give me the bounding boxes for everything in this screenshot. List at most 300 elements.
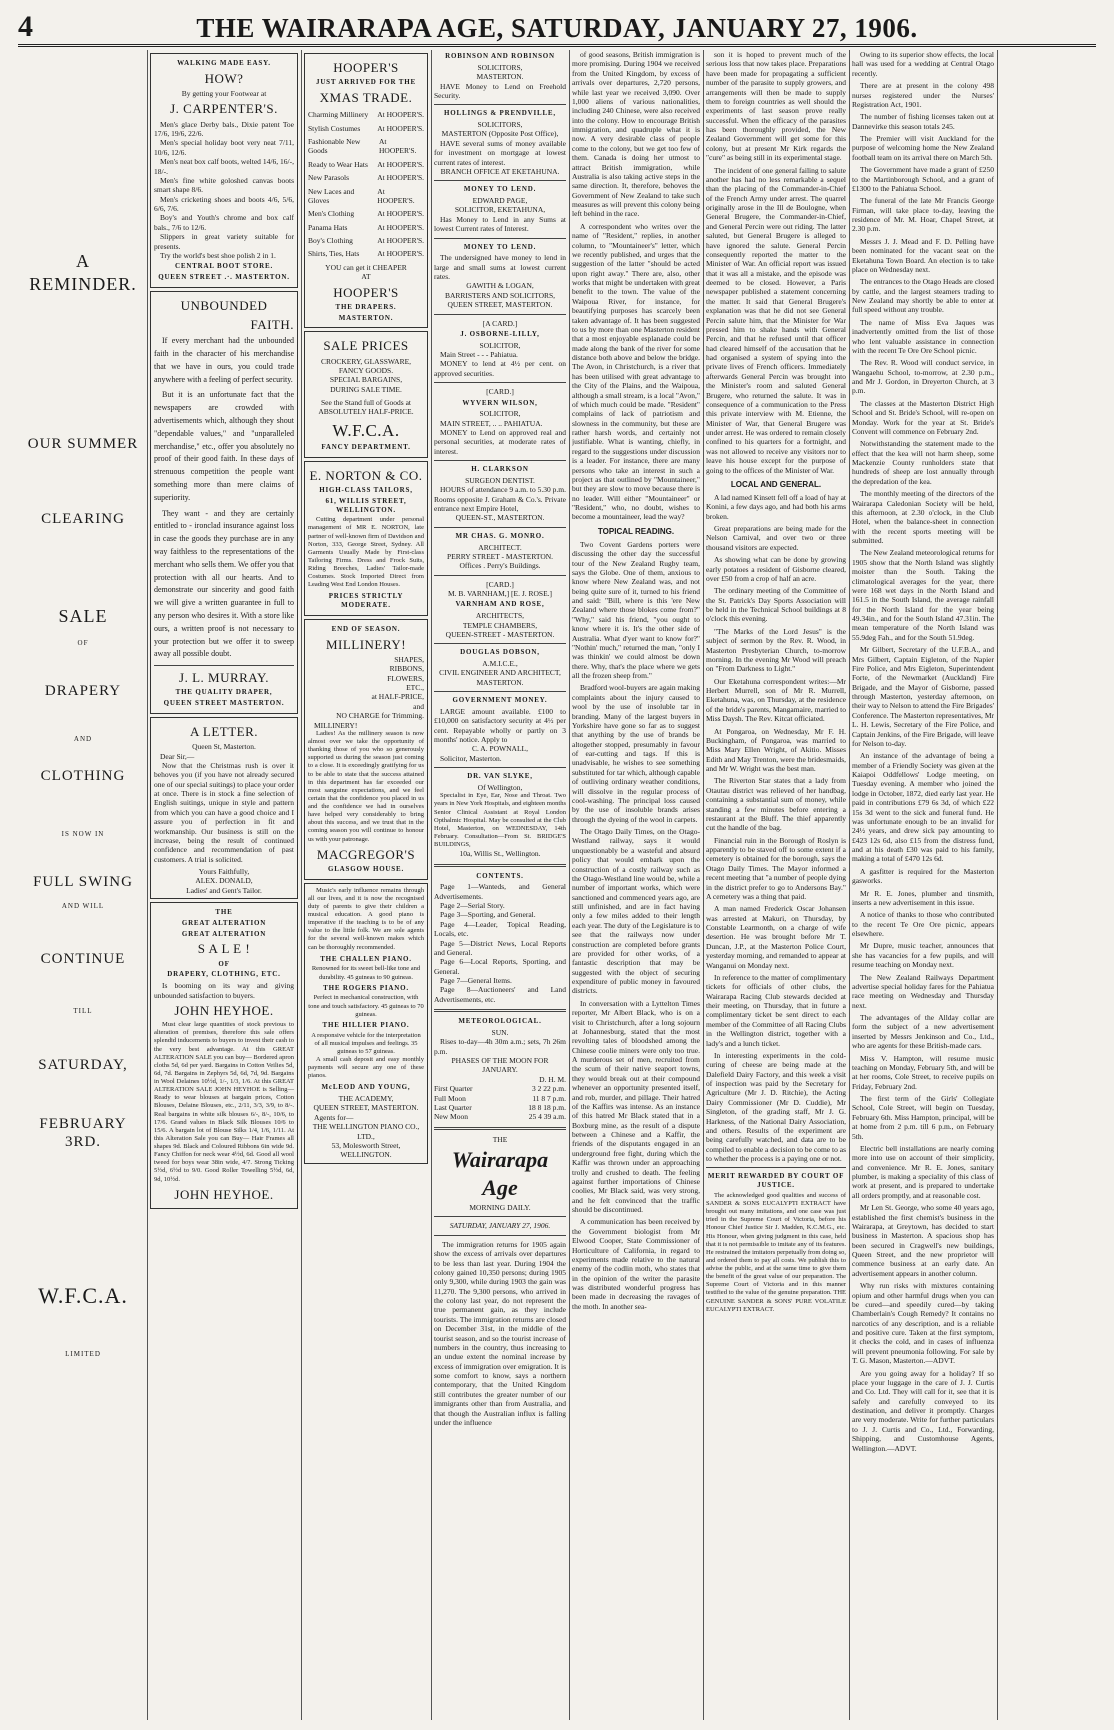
card-text: EDWARD PAGE, [472, 196, 528, 205]
hooper-at: At HOOPER'S. [377, 123, 424, 133]
news-item: Mr Dupre, music teacher, announces that she has vacancies for a few pupils, and will resume teaching on Monday next. [852, 941, 994, 970]
ad-name: MACGREGOR'S [316, 846, 416, 862]
met-text: PHASES OF THE MOON FOR JANUARY. [451, 1056, 549, 1075]
ad-text: END OF SEASON. [331, 624, 401, 633]
article-paragraph: A correspondent who writes over the name of "Resident," replies, in another column, to "Mountaineer's" letter, which we recently published, and urges that the suggestion of the latter "should be acted upon right away." There are, also, other works that might be undertaken with great benefit to the town. The value of the Waipoua River, for instance, for beautifying purposes has scarcely been taken advantage of. It has been suggested to us by more than one Masterton resident that a most enjoyable esplanade could be made along the bank of the river for some distance both above and below the bridge. The Avon, in Christchurch, is a river that has been utilised with great advantage to the City of the Plains, and the Waipoua, although a small stream, is a local "Avon," of which much could be made. "Resident" complains of lack of patriotism and slowness in the community, but these are rather harsh words, and certainly not justifiable. What is wanting, chiefly, in regard to the suggestions under discussion is a leader. For instance, there are many persons who take an interest in such a project as that outlined by "Mountaineer," but they are slow to move because there is no leader. Will either "Mountaineer" or "Resident," who, no doubt, wishes to become a mountaineer, lead the way? [572, 221, 700, 522]
ad-line: Men's neat box calf boots, welted 14/6, 16/-, 18/-. [154, 157, 294, 176]
card-text: GAWITH & LOGAN, [466, 281, 534, 291]
page-number: 4 [18, 10, 33, 43]
article-paragraph: A communication has been received by the Government biologist from Mr Elwood Cooper, State Commissioner of Horticulture of California, in regard to experiments made relative to the natural enemy of the codlin moth, who states that in the opinion of the writer the parasite was distributed wonderful progress has been made in decreasing the ravages of the moth. In another sea- [572, 1217, 700, 1311]
masthead [18, 6, 1096, 47]
news-item: Electric bell installations are nearly coming more into use on account of their simplicity, and convenience. Mr R. E. Jones, sanitary plumber, is making a speciality of this class of work at present, and is prepared to undertake all orders promptly, and at reasonable cost. [852, 1143, 994, 1200]
card-text: ARCHITECTS, [475, 611, 525, 621]
article-paragraph: The incident of one general failing to salute another has had no less remarkable a sequel than the placing of the Commander-in-Chief of the French Army under arrest. The quarrel originally arose in the Ill de Boulogne, when General Brugere, the Commander-in-Chief, and General Percin were out riding. The latter saluted, but General Brugere is alleged to have ignored the salute. General Percin consequently reported the matter to the Minister of War. An official report was issued that it was all a mistake, and the episode was deemed to be closed. However, a Paris newspaper published a statement concerning the matter. It said that General Brugere's explanation was that he did not see General Percin salute him, that the Minister for War pressed him to shake hands with General Percin, and that he refused until that officer had cleared himself of the accusation that he had organised a system of spying into the private lives of French officers. Immediately afterwards General Percin was brought into the Minister's room and saluted General Brugere, who returned the salute. It was in consequence of a communication to the Press this private interview with M. Etienne, the Minister of War, that General Brugere was under arrest. He was ordered to remain closely confined to his quarters for a fortnight, and was not allowed to receive any visitors nor to leave his house except for the purpose of going to the offices of the Minister of War. [706, 165, 846, 475]
hooper-row [308, 187, 424, 206]
masthead-title: THE WAIRARAPA AGE, SATURDAY, JANUARY 27, 1906. [196, 13, 918, 43]
card-text: MAIN STREET, .. .. PAHIATUA. [440, 418, 543, 428]
ad-line: Men's glace Derby bals., Dixie patent Toe 17/6, 19/6, 22/6. [154, 119, 294, 138]
norton-ad [304, 461, 428, 616]
hooper-at: At HOOPER'S. [377, 173, 424, 183]
ad-heading: E. NORTON & CO. [309, 467, 423, 483]
hooper-row [308, 124, 424, 133]
ad-text: Renowned for its sweet bell-like tone and durability. 45 guineas to 90 guineas. [311, 965, 421, 981]
carpenter-ad [150, 53, 298, 288]
ad-line: Men's fine white goloshed canvas boots smart shape 8/6. [154, 175, 294, 195]
card-text: Offices . Perry's Buildings. [459, 561, 541, 571]
column-4 [434, 50, 566, 1720]
heyhoe-ad [150, 902, 298, 1209]
card-text: 10a, Willis St., Wellington. [459, 849, 541, 859]
card-heading: MONEY TO LEND. [463, 242, 537, 251]
moon-phase-row [434, 1112, 566, 1121]
ad-text: PRICES STRICTLY MODERATE. [328, 592, 404, 610]
ad-item: and [413, 701, 424, 711]
reminder-word: FEBRUARY 3RD. [39, 1115, 127, 1151]
hooper-item: Boy's Clothing [308, 236, 353, 245]
ad-paragraph: Cutting department under personal management of MR E. NORTON, late partner of well-known firm of Davidson and Norton, 333, George Street, Sydney. All Garments Usually Made by First-class Tailoring Firms. Dress and Frock Suits, Riding Breeches, Ladies' Tailor-made Costumes. Stock Imported Direct from Leading West End London Houses. [308, 516, 424, 589]
moon-phase-row [434, 1103, 566, 1112]
card-text: BARRISTERS AND SOLICITORS, [444, 290, 556, 300]
ad-item: ETC., [406, 683, 424, 692]
hooper-item: Ready to Wear Hats [308, 159, 368, 169]
card-text: Main Street - - - Pahiatua. [440, 350, 518, 359]
card-heading: DR. VAN SLYKE, [467, 772, 533, 781]
reminder-word: SATURDAY, [38, 1056, 128, 1073]
ad-line: Try the world's best shoe polish 2 in 1. [160, 250, 276, 260]
ad-name: McLEOD AND YOUNG, [321, 1083, 411, 1092]
card-text: HAVE Money to Lend on Freehold Security. [434, 81, 566, 100]
card-text: MASTERTON. [476, 72, 524, 82]
hooper-list [308, 110, 424, 259]
article-paragraph: The immigration returns for 1905 again show the excess of arrivals over departures to be less than last year. During 1904 the colony gained 10,350 persons; during 1905 only 9,300, while during 1903 the gain was 11,270. The 9,300 persons, who arrived in the colony last year, do not represent the true permanent gain, as they include tourists. The immigration returns are closed on December 31st, in the middle of the tourist season, and so the tourist increase of numbers in the country, thus increasing to an undue extent the nominal increase by excess of immigration over emigration. It is some comfort to know, says a northern contemporary, that the United Kingdom still contributes the greater number of our immigrants other than from Australia, and that though the Australian influx is falling under the influence [434, 1239, 566, 1427]
ad-heading: FAITH. [250, 317, 294, 332]
hooper-item: Stylish Costumes [308, 123, 361, 133]
ad-text: DURING SALE TIME. [330, 384, 402, 394]
ad-text: ABSOLUTELY HALF-PRICE. [318, 407, 414, 417]
ad-store: CENTRAL BOOT STORE. [175, 262, 273, 271]
column-6 [706, 50, 846, 1720]
card-heading: WYVERN WILSON, [462, 398, 538, 407]
card-text: QUEEN STREET, MASTERTON. [447, 300, 553, 310]
section-heading: LOCAL AND GENERAL. [730, 479, 822, 489]
column-reminder [22, 50, 144, 1720]
moon-phase-name: First Quarter [434, 1084, 473, 1094]
card-text: SURGEON DENTIST. [465, 475, 535, 485]
ad-paragraph: Must clear large quantities of stock previous to alteration of premises, therefore this sale offers splendid inducements to buyers to invest their cash to the very best advantage. At this GREAT ALTERATION SALE you can buy— Bordered apron cloths 5d, 6d per yard. Bargains in Cotton Veilies 5d, 6d, 7d. Bargains in Zephyrs 5d, 6d, 7d, 9d. Bargains in Wool Delaines 10½d, 1/-, 1/3, 1/6. At this GREAT ALTERATION SALE JOHN HEYHOE is Selling— Ready to wear blouses at bargain prices, Cotton Blouses, Delaine Blouses, etc., 2/11, 3/3, 3/9, to 8/-. Real bargains in white silk blouses 6/-, 8/-, 10/6, to 17/6. Grand values in Black Silk Blouses 10/6 to 15/6. A bargain lot of Blouse Silks 1/4, 1/6, 1/11. At this Alteration Sale you can Buy— Hair Frames all shapes 9d. Black and Coloured Ribbons 6in wide 9d. Fancy Chiffon for neck wear 4½d, 6d. Good all wool tweed for boys wear 38in wide, 4/7. Strong Ticking 5½d, 6½d to 9/0. Good Roller Towelling 5½d, 6d, 9d, 10½d. [154, 1021, 294, 1183]
hooper-item: New Laces and Gloves [308, 186, 355, 205]
dobson-card [434, 648, 566, 687]
news-item: The New Zealand meteorological returns for 1905 show that the North Island was slightly moister than the South. Taking the climatological averages for the year, there were 168 wet days in the North Island and 161.5 in the South Island, the average rainfall for the North Island for the year being 49.34in., and for the South Island 47.31in. The mean temperature of the North Island was 55.9deg Fah., and for the South 51.9deg. [852, 548, 994, 642]
ad-text: THE ACADEMY, [338, 1094, 394, 1103]
card-text: SOLICITORS, [477, 120, 523, 129]
ad-line: Boy's and Youth's chrome and box calf bals., 7/6 to 12/6. [154, 213, 294, 232]
hooper-at: At HOOPER'S. [378, 137, 417, 156]
met-text: D. H. M. [539, 1074, 566, 1084]
moon-phase-time: 11 8 7 p.m. [532, 1093, 566, 1103]
hooper-row [308, 223, 424, 232]
news-item: Miss V. Hampton, will resume music teaching on Monday, February 5th, and will be at her rooms, Cole Street, to receive pupils on Friday, February 2nd. [852, 1053, 994, 1091]
news-item: The New Zealand Railways Department advertise special holiday fares for the Pahiatua race meeting on Wednesday and Thursday next. [852, 972, 994, 1010]
news-item: As showing what can be done by growing early potatoes a resident of Gisborne cleared, over £50 from a crop of half an acre. [706, 555, 846, 583]
wfca-sale-ad [304, 331, 428, 458]
hooper-ad [304, 53, 428, 328]
ad-address: 61, WILLIS STREET, WELLINGTON. [325, 496, 407, 514]
news-items-list [852, 50, 994, 1453]
article-paragraph: Two Covent Gardens porters were discussing the other day the successful tour of the New Zealand Rugby team, says the Globe. One of them, anxious to know where New Zealand was, and not being quite sure of it, turned to his friend and said: "Bill, where is this 'ere New Zealand where those blokes come from?" "Why," said his friend, "you ought to know where it is. It's the other side of Australia. What d'yer want to know for?" "Nothin' much," returned the man, "only I was thinkin' we could almost be down there. Why, that's the place where we gets all the frozen sheep from." [572, 539, 700, 680]
news-item: Our Eketahuna correspondent writes:—Mr Herbert Murrell, son of Mr R. Murrell, Eketahuna, was, on Thursday, at the residence of the bride's parents, Mangamaire, married to Miss Daysh. The Rev. Kitcat officiated. [706, 676, 846, 724]
moon-phase-list [434, 1084, 566, 1122]
hooper-at: At HOOPER'S. [377, 110, 424, 120]
robinson-card [434, 52, 566, 100]
reminder-word: TILL [73, 1007, 93, 1015]
paper-nameplate: Wairarapa Age [451, 1147, 549, 1200]
card-heading: VARNHAM AND ROSE, [455, 600, 545, 609]
contents-item: Page 5—District News, Local Reports and General. [434, 938, 566, 957]
news-item: Financial ruin in the Borough of Roslyn is apparently to be staved off to some extent if a cemetery is obtained for the borough, says the Otago Daily Times. The Mayor informed a recent meeting that "a number of people dying in the district prefer to go to Andersons Bay." A cemetery was a thing that paid. [706, 835, 846, 901]
ad-heading: A LETTER. [189, 723, 259, 739]
card-text: MASTERTON (Opposite Post Office), [441, 129, 559, 139]
murray-ad [150, 291, 298, 714]
ad-heading: MILLINERY! [325, 636, 407, 652]
gawith-card [434, 243, 566, 310]
hooper-row [308, 236, 424, 245]
ad-heading: WALKING MADE EASY. [177, 59, 271, 67]
ad-paragraph: Ladies! As the millinery season is now almost over we take the opportunity of thanking those of you who so generously supported us during the season just coming to a close. It is exceedingly gratifying for us to be able to state that the success attained in this department has far exceeded our most sanguine expectations, and we feel certain that the confidence you placed in us and the confidence we had in ourselves have helped very considerably to bring about this success, and we trust that in the coming season you will continue to honour us with your patronage. [308, 729, 424, 843]
ad-heading: UNBOUNDED [180, 297, 268, 313]
ad-text: CROCKERY, GLASSWARE, FANCY GOODS. [320, 356, 412, 375]
card-text: PERRY STREET - MASTERTON. [446, 551, 554, 561]
card-text: SOLICITOR, [479, 340, 521, 350]
card-text: M. B. VARNHAM,] [E. J. ROSE.] [447, 589, 553, 598]
monro-card [434, 532, 566, 571]
article-paragraph: The Otago Daily Times, on the Otago-Westland railway, says it would unquestionably be a wasteful and absurd policy that would embark upon the construction of a costly railway such as the Otago-Westland line would be, while a number of important works, which were sanctioned and commenced years ago, are still unfinished, and are in fact having only a few miles added to their length each year. The duty of the Legislature is to see that the railways now under construction are completed before grants are provided for other works, of a fantastic description that may be suggested with the object of securing expenditure of public money in favoured districts. [572, 827, 700, 996]
ad-text: MILLINERY! [314, 720, 358, 730]
hooper-row [308, 137, 424, 156]
moon-phase-row [434, 1084, 566, 1093]
ad-item: THE ROGERS PIANO. [323, 983, 409, 992]
hooper-row [308, 110, 424, 119]
section-heading: METEOROLOGICAL. [458, 1017, 542, 1026]
section-heading: CONTENTS. [476, 871, 524, 880]
ad-heading: S A L E ! [197, 941, 251, 957]
news-item: At Pongaroa, on Wednesday, Mr F. H. Buckingham, of Pongaroa, was married to Miss Mary Ellen Wright, of Akitio. Misses Edith and May Trenton, were the bridesmaids, and Mr W. Wright was the best man. [706, 726, 846, 773]
ad-paragraph: Is booming on its way and giving unbounded satisfaction to buyers. [154, 981, 294, 1000]
ad-text: THE WELLINGTON PIANO CO., LTD., [312, 1122, 420, 1141]
news-item: Notwithstanding the statement made to the effect that the kea will not harm sheep, some Mackenzie County runholders state that hundreds of sheep are lost annually through the depredation of the kea. [852, 439, 994, 486]
hollings-card [434, 109, 566, 176]
card-text: A.M.I.C.E., [482, 659, 518, 668]
ad-item: THE CHALLEN PIANO. [320, 954, 412, 963]
news-item: The name of Miss Eva Jaques was inadvertently omitted from the list of those who lent valuable assistance in connection with the recent Te Ore Ore School picnic. [852, 317, 994, 355]
moon-phase-time: 18 8 18 p.m. [528, 1102, 566, 1112]
card-text: MASTERTON. [476, 677, 524, 687]
card-text: QUEEN-ST., MASTERTON. [455, 513, 545, 523]
section-heading: TOPICAL READING. [597, 526, 675, 536]
contents-item: Page 2—Serial Story. [440, 901, 505, 910]
ad-text: Yours Faithfully, [198, 867, 250, 877]
reminder-word: IS NOW IN [61, 830, 105, 838]
card-heading: GOVERNMENT MONEY. [452, 696, 548, 705]
article-paragraph: of good seasons, British immigration is more promising. During 1904 we received from the United Kingdom, by excess of arrivals over departures, 2,720 persons, while last year we received 3,090. Over 1,000 aliens of various nationalities, including 240 Chinese, were also received into the colony. How to encourage British immigration, and quadruple what it is now. A very desirable class of people come to the colony, but we get too few of them. Canada is doing her utmost to attract British immigration, while Australia is also taking active steps in the same direction. It, therefore, behoves the Government of New Zealand to take such measures as will prevent this colony being left behind in the race. [572, 50, 700, 219]
card-text: MONEY to lend at 4½ per cent. on approved securities. [434, 359, 566, 378]
hooper-item: Fashionable New Goods [308, 137, 361, 156]
card-heading: HOLLINGS & PRENDVILLE, [444, 109, 556, 118]
ad-text: DRAPERY, CLOTHING, ETC. [167, 970, 281, 979]
contents-item: Page 7—General Items. [440, 976, 512, 985]
card-text: [A CARD.] [482, 318, 518, 328]
met-text: SUN. [491, 1027, 509, 1037]
card-text: Solicitor, Masterton. [440, 753, 502, 763]
reminder-word: CLOTHING [40, 768, 126, 785]
local-news-list [706, 493, 846, 1164]
hooper-at: At HOOPER'S. [377, 236, 424, 245]
ad-paragraph: But it is an unfortunate fact that the newspapers are crowded with advertisements which, although they shout "dependable values," and "unparalleled merchandise," etc., offer you absolutely no proof of their good faith. In these days of strenuous competition the people want something more than mere claims of superiority. [154, 390, 294, 502]
ad-address: 53, Molesworth Street, [331, 1140, 401, 1150]
card-heading: H. CLARKSON [471, 465, 529, 474]
ad-paragraph: If every merchant had the unbounded faith in the character of his merchandise that we have in ours, you could trade anywhere with a feeling of perfect security. [154, 336, 294, 384]
ad-text: THE [215, 908, 233, 917]
moon-phase-time: 25 4 39 a.m. [528, 1112, 566, 1122]
page-card [434, 185, 566, 233]
govt-money-card [434, 696, 566, 763]
reminder-word: AND WILL [61, 901, 105, 910]
article-paragraph: son it is hoped to prevent much of the serious loss that now takes place. Preparations have been made for propagating a sufficient number of the parasite to supply growers, and arrangements will then be made to supply them to foreign countries as well should the experiments of last season prove really successful. When the efficacy of the parasites has been thoroughly provided, the New Zealand Government will get some for this colony, but at present Mr Kirk regards the "cure" as being still in its experimental stage. [706, 50, 846, 163]
card-text: MONEY to Lend on approved real and personal securities, at moderate rates of interest. [434, 428, 566, 456]
ad-name: J. CARPENTER'S. [170, 101, 278, 117]
card-text: CIVIL ENGINEER AND ARCHITECT, [439, 668, 561, 678]
card-text: [CARD.] [486, 579, 514, 589]
contents-item: Page 4—Leader, Topical Reading, Locals, etc. [434, 919, 566, 939]
reminder-word: W.F.C.A. [38, 1283, 128, 1308]
hooper-at: At HOOPER'S. [377, 186, 415, 205]
reminder-word: REMINDER. [29, 273, 137, 294]
column-2 [150, 50, 298, 1720]
ad-text: Queen St, Masterton. [192, 742, 256, 752]
ad-text: HIGH-CLASS TAILORS, [319, 486, 413, 494]
news-item: "The Marks of the Lord Jesus" is the subject of sermon by the Rev. R. Wood, in Masterton Presbyterian Church, to-morrow morning. In the evening Mr Wood will preach on "From Darkness to Light." [706, 626, 846, 674]
leader-text: THE [492, 1134, 508, 1144]
card-text: HOURS of attendance 9 a.m. to 5.30 p.m. Rooms opposite J. Graham & Co.'s. Private entrance next Empire Hotel, [434, 485, 566, 513]
reminder-word: LIMITED [65, 1349, 101, 1358]
reminder-word: A [76, 251, 90, 271]
contents-item: Page 8—Auctioneers' and Land Advertisements, etc. [434, 985, 566, 1004]
ad-text: Agents for— [314, 1112, 354, 1122]
ad-text: YOU can get it CHEAPER [325, 262, 407, 272]
hooper-item: Men's Clothing [308, 209, 355, 219]
reminder-word: SALE [58, 605, 108, 626]
reminder-word: AND [73, 734, 93, 743]
moon-phase-row [434, 1094, 566, 1103]
ad-item: NO CHARGE for Trimming. [336, 711, 424, 721]
page-margin [1000, 50, 1100, 1720]
hooper-row [308, 160, 424, 169]
moon-phase-name: New Moon [434, 1112, 468, 1122]
contents-item: Page 1—Wanteds, and General Advertisements. [434, 882, 566, 901]
ad-address: QUEEN STREET .·. MASTERTON. [158, 273, 290, 281]
ad-paragraph: Music's early influence remains through all our lives, and it is now the recognised duty of parents to give their children a musical education. A good piano is imperative if the teaching is to be of any value to the little folk. We are sole agents for the several well-known makes which can be thoroughly recommended. [308, 886, 424, 951]
news-item: A notice of thanks to those who contributed to the recent Te Ore Ore picnic, appears elsewhere. [852, 910, 994, 938]
card-heading: MR CHAS. G. MONRO. [455, 531, 545, 540]
article-paragraph: Bradford wool-buyers are again making complaints about the injury caused to wool by the use of insoluble tar in branding. Many of the largest buyers in Yorkshire have gone so far as to suggest that anything by the use of brands be altogether stopped, presumably in favour of ear-cutting and tags. If this is unadvisable, he wishes to see something substituted for tar which, although capable of outliving ordinary weather conditions, will dissolve in the regular process of cool-washing. The principal loss caused by the use of insoluble brands arises through the dyeing of the wool in carpets. [572, 683, 700, 824]
ad-address: GLASGOW HOUSE. [327, 864, 405, 873]
lilly-card [434, 319, 566, 379]
article-paragraph: In conversation with a Lyttelton Times reporter, Mr Albert Black, who is on a visit to Christchurch, after a long sojourn at Johannesburg, stated that the most revolting tales of bloodshed among the Chinese coolie miners were only too true. A murderous set of men, recruited from the scum of their native seaport towns, they would break out at their compound whenever an opportunity presented itself, and rob, murder, and pillage. Their hatred of the Kaffirs was intense. As an instance of this hatred Mr Black stated that in a Boxburg mine, as the result of a dispute between a Chinese and a Kaffir, the friends of the disputants engaged in an underground free fight, during which the Kaffir was thrown under an approaching trolly and crushed to death. The feeling against further importations of Chinese coolies, Mr Black said, was very strong, and he felt convinced that the traffic should be discontinued. [572, 998, 700, 1214]
news-item: The advantages of the Allday collar are form the subject of a new advertisement inserted by Messrs Jenkinson and Co., Ltd., who are agents for these British-made cars. [852, 1013, 994, 1051]
ad-heading: GREAT ALTERATION [181, 918, 267, 927]
card-text: SOLICITOR, [479, 409, 521, 419]
reminder-word: DRAPERY [44, 682, 122, 699]
card-heading: MONEY TO LEND. [463, 185, 537, 194]
card-text: BRANCH OFFICE AT EKETAHUNA. [440, 166, 560, 176]
news-item: A man named Frederick Oscar Johansen was arrested at Makuri, on Thursday, by Constable Learmonth, on a charge of wife desertion. He was brought before Mr T. Duncan, J.P., at the Masterton Police Court, yesterday morning, and remanded to appear at Wanganui on Monday next. [706, 904, 846, 970]
vanslyke-card [434, 772, 566, 858]
article-paragraph: The acknowledged good qualities and success of SANDER & SONS EUCALYPTI EXTRACT have brought out many imitations, and one case was just tried in the Supreme Court of Victoria, before his Honour Chief Justice Sir J. Madden, K.C.M.G., etc. His Honour, when giving judgment in this case, held that it is not permissible to imitate any of its features. He restrained the imitators perpetually from doing so, and ordered them to pay all costs. We publish this to advise the public, and at the same time to give them the benefit of the great value of our preparation. The Supreme Court of Victoria and in this manner testified to the value of the genuine preparation. THE GENUINE SANDER & SONS' PURE VOLATILE EUCALYPTI EXTRACT. [706, 1191, 846, 1313]
ad-text: Dear Sir,— [160, 751, 195, 761]
news-item: Owing to its superior show effects, the local hall was used for a wedding at Central Otago recently. [852, 50, 994, 78]
moon-phase-name: Full Moon [434, 1093, 466, 1103]
ad-address: WELLINGTON. [340, 1150, 392, 1160]
reminder-word: FULL SWING [33, 873, 133, 890]
card-text: Specialist in Eye, Ear, Nose and Throat. Two years in New York Hospitals, and eighteen months Senior Clinical Assistant at Royal London Opthalmic Hospital. May be consulted at the Club Hotel, Masterton, on WEDNESDAY, 14th February. Consultation—From St. BRIDGE'S BUILDINGS, [434, 792, 566, 848]
macgregor-ad [304, 619, 428, 880]
hooper-row [308, 249, 424, 258]
ad-heading: GREAT ALTERATION [181, 929, 267, 938]
ad-item: RIBBONS, [389, 664, 424, 674]
news-item: The number of fishing licenses taken out at Dannevirke this season totals 245. [852, 112, 994, 131]
card-text: The undersigned have money to lend in large and small sums at lowest current rates. [434, 253, 566, 281]
news-item: An instance of the advantage of being a member of a Friendly Society was given at the Kaiapoi Oddfellows' Lodge meeting, on Tuesday evening. A member who joined the lodge in October, 1872, died early last year. He paid in contributions £79 6s 3d, of which £22 15s 3d went to the sick and funeral fund. He was unfortunate enough to be an invalid for 24½ years, and drew sick pay amounting to £423 12s 6d, also £15 from the distress fund, and at his death £30 was paid to his family, making a total of £470 12s 6d. [852, 751, 994, 864]
news-item: Mr Gilbert, Secretary of the U.F.B.A., and Mrs Gilbert, Captain Eigleton, of the Napier Fire Police, and Mrs Eigleton, Superintendent Forte, of the Newmarket (Auckland) Fire Brigade, and the Mayor of Gisborne, passed through Masterton, yesterday afternoon, on their way to Nelson to attend the Fire Brigades' Conference. The Masterton representatives, Mr L. H. Lewis, Secretary of the Fire Police, and Captain Jenkins, of the Fire Brigade, will leave for Nelson to-day. [852, 645, 994, 748]
news-item: The entrances to the Otago Heads are closed by cattle, and the largest steamers trading to New Zealand may shortly be able to enter at full speed without any trouble. [852, 277, 994, 315]
card-text: ARCHITECT. [478, 542, 522, 552]
ad-heading: HOW? [204, 70, 244, 86]
wilson-card [434, 387, 566, 456]
column-3 [304, 50, 428, 1720]
ad-name: HOOPER'S [333, 284, 399, 300]
leader [434, 1135, 566, 1428]
ad-tag: THE DRAPERS. [335, 302, 397, 311]
card-text: SOLICITOR, EKETAHUNA, [454, 205, 546, 215]
ad-paragraph: Now that the Christmas rush is over it behoves you (if you have not already secured one of our special suitings) to place your order at once. There is in stock a fine selection of English suitings, unique in style and pattern from which you can have a good choice and I assure you of perfection in fit and workmanship. Our business is still on the increase, being the result of continued confidence and recommendation of past customers. A trial is solicited. [154, 760, 294, 864]
ad-line: Men's cricketing shoes and boots 4/6, 5/6, 6/6, 7/6. [154, 194, 294, 213]
reminder-word: OUR SUMMER [27, 436, 139, 452]
ad-item: THE HILLIER PIANO. [322, 1020, 410, 1029]
ad-address: QUEEN STREET MASTERTON. [163, 699, 285, 708]
ad-line: Men's special holiday boot very neat 7/11, 10/6, 12/6. [154, 138, 294, 157]
hooper-at: At HOOPER'S. [377, 249, 424, 259]
news-item: The funeral of the late Mr Francis George Firman, will take place to-day, leaving the residence of Mr. M. Hoar, Chapel Street, at 2.30 p.m. [852, 196, 994, 234]
ad-name: JOHN HEYHOE. [174, 1002, 274, 1018]
ad-name: W.F.C.A. [332, 420, 400, 440]
news-item: The Premier will visit Auckland for the purpose of welcoming home the New Zealand football team on its arrival there on March 5th. [852, 134, 994, 162]
news-item: Are you going away for a holiday? If so place your luggage in the care of J. J. Curtis and Co. Ltd. They will call for it, see that it is safely and carefully conveyed to its destination, and deliver it promptly. Charges are very moderate. Write for further particulars to J. J. Curtis and Co., Ltd., Forwarding, Shipping, and Customhouse Agents, Wellington.—ADVT. [852, 1368, 994, 1453]
meteorological-box [434, 1017, 566, 1122]
piano-ad [304, 883, 428, 1164]
news-item: In interesting experiments in the cold-curing of cheese are being made at the Dalefield Dairy Factory, and this week a visit of inspection was paid by the Secretary for Agriculture (Mr J. D. Ritchie), the Acting Dairy Commissioner (Mr D. Cuddie), Mr Singleton, of the grading staff, Mr J. G. Harkness, of the National Dairy Association, and others. Results of the experiment are being carefully watched, and data are to be compiled to enable a decision to be come to as to whether the process is a paying one or not. [706, 1050, 846, 1163]
ad-name: JOHN HEYHOE. [174, 1186, 274, 1202]
card-text: Of Wellington, [477, 782, 523, 792]
hooper-item: Shirts, Ties, Hats [308, 249, 360, 259]
news-item: The classes at the Masterton District High School and St. Bride's School, will re-open on Monday. Work for the year at St. Bride's Convent will commence on February 2nd. [852, 398, 994, 436]
card-text: C. A. POWNALL, [471, 744, 529, 754]
hooper-row [308, 209, 424, 218]
news-item: Why run risks with mixtures containing opium and other harmful drugs when you can be cured—and speedily cured—by taking Chamberlain's Cough Remedy? It contains no narcotics of any description, and is a reliable and positive cure. Taken at the first symptom, it checks the cold, and in cases of influenza will prevent pneumonia following. For sale by T. G. Mason, Masterton.—ADVT. [852, 1281, 994, 1366]
ad-paragraph: They want - and they are certainly entitled to - ironclad insurance against loss in case the goods they purchase are in any way faithless to the representations of the merchant who sells them. We offer you that protection with all our hearts. And to demonstrate our sincerity and good faith we will give a written guarantee in full to any person who desires it. With a store like ours, a written proof is not necessary to your protection but we offer it to sweep away all possible doubt. [154, 508, 294, 659]
met-text: Rises to-day—4h 30m a.m.; sets, 7h 26m p.m. [434, 1037, 566, 1056]
ad-address: MASTERTON. [338, 313, 394, 322]
column-5 [572, 50, 700, 1720]
varnham-card [434, 580, 566, 640]
news-item: There are at present in the colony 498 nurses registered under the Nurses' Registration Act, 1901. [852, 81, 994, 109]
news-item: The Government have made a grant of £250 to the Martinborough School, and a grant of £1300 to the Pahiatua School. [852, 165, 994, 193]
news-item: The monthly meeting of the directors of the Wairarapa Caledonian Society will be held, this afternoon, at 2.30 o'clock, in the Club Hotel, when the balance-sheet in connection with the recent sports meeting will be submitted. [852, 489, 994, 545]
ad-text: AT [361, 272, 371, 282]
news-item: The ordinary meeting of the Committee of the St. Patrick's Day Sports Association will be held in the Technical School buildings at 8 o'clock this evening. [706, 586, 846, 624]
ad-item: SHAPES, [394, 654, 424, 664]
hooper-at: At HOOPER'S. [377, 222, 424, 232]
reminder-word: OF [77, 639, 89, 647]
news-item: The Rev. R. Wood will conduct service, in Wangaehu School, to-morrow, at 2.30 p.m., and Mr J. Gordon, in Dreyerton Church, at 3 p.m. [852, 358, 994, 396]
card-heading: ROBINSON AND ROBINSON [445, 52, 555, 60]
ad-text: See the Stand full of Goods at [321, 398, 411, 407]
ad-tag: FANCY DEPARTMENT. [321, 443, 411, 451]
news-item: A gasfitter is required for the Masterton gasworks. [852, 866, 994, 886]
ad-text: SPECIAL BARGAINS, [329, 375, 403, 385]
ad-text: By getting your Footwear at [181, 89, 267, 98]
ad-tag: THE QUALITY DRAPER, [175, 688, 273, 697]
news-item: In reference to the matter of complimentary tickets for officials of other clubs, the Wairarapa Racing Club stewards decided at their meeting, on Thursday, that in future a complimentary ticket be sent direct to each member of the Committee of all Racing Clubs in the Wellington district, together with a lady's and a lunch ticket. [706, 972, 846, 1048]
card-heading: DOUGLAS DOBSON, [460, 648, 540, 657]
hooper-at: At HOOPER'S. [377, 209, 424, 219]
section-heading: MERIT REWARDED BY COURT OF JUSTICE. [707, 1172, 845, 1190]
clarkson-card [434, 465, 566, 523]
card-text: HAVE several sums of money available for investment on mortgage at lowest current rates of interest. [434, 138, 566, 167]
ad-item: FLOWERS, [387, 673, 424, 683]
card-text: TEMPLE CHAMBERS, [462, 620, 538, 630]
ad-item: at HALF-PRICE, [371, 692, 424, 702]
ad-text: JUST ARRIVED FOR THE [316, 78, 416, 87]
leader-date: SATURDAY, JANUARY 27, 1906. [449, 1221, 551, 1231]
card-heading: J. OSBORNE-LILLY, [460, 329, 540, 338]
contents-list [434, 882, 566, 1004]
news-item: Great preparations are being made for the Nelson Carnival, and over two or three thousand visitors are expected. [706, 524, 846, 552]
ad-text: Perfect in mechanical construction, with tone and touch satisfactory. 45 guineas to 70 guineas. [308, 994, 424, 1018]
hooper-at: At HOOPER'S. [377, 159, 424, 169]
news-item: The first term of the Girls' Collegiate School, Cole Street, will begin on Tuesday, February 6th. Miss Hampton, principal, will be at home from 2 p.m. till 6 p.m., on February 5th. [852, 1094, 994, 1141]
letter-ad [150, 717, 298, 899]
news-item: Messrs J. J. Mead and F. D. Pelling have been nominated for the vacant seat on the Eketahuna Town Board. An election is to take place on Wednesday next. [852, 236, 994, 274]
news-item: Mr Len St. George, who some 40 years ago, established the first chemist's business in the Wairarapa, at Greytown, has decided to start business in Masterton. A spacious shop has been secured in Cragwell's new buildings, Queen Street, and the new proprietor will commence business at an early date. An advertisement appears in another column. [852, 1203, 994, 1278]
hooper-item: Panama Hats [308, 222, 348, 232]
reminder-word: CONTINUE [40, 951, 126, 968]
card-text: [CARD.] [486, 387, 514, 397]
leader-text: MORNING DAILY. [469, 1203, 531, 1212]
ad-paragraph: A small cash deposit and easy monthly payments will secure any one of these pianos. [308, 1055, 424, 1080]
news-item: Mr R. E. Jones, plumber and tinsmith, inserts a new advertisement in this issue. [852, 888, 994, 907]
moon-phase-time: 3 2 22 p.m. [532, 1084, 566, 1094]
reminder-word: CLEARING [41, 510, 125, 527]
hooper-row [308, 173, 424, 182]
ad-text: ALEX. DONALD, [195, 876, 253, 886]
contents-item: Page 6—Local Reports, Sporting, and General. [434, 957, 566, 976]
contents-box [434, 872, 566, 1005]
ad-text: OF [218, 959, 230, 968]
moon-phase-name: Last Quarter [434, 1102, 472, 1112]
ad-text: A responsive vehicle for the interpretation of all musical impulses and feelings. 35 guineas to 57 guineas. [311, 1031, 421, 1055]
ad-heading: SALE PRICES [323, 338, 409, 354]
hooper-item: Charming Millinery [308, 110, 369, 120]
card-text: QUEEN-STREET - MASTERTON. [445, 629, 555, 639]
